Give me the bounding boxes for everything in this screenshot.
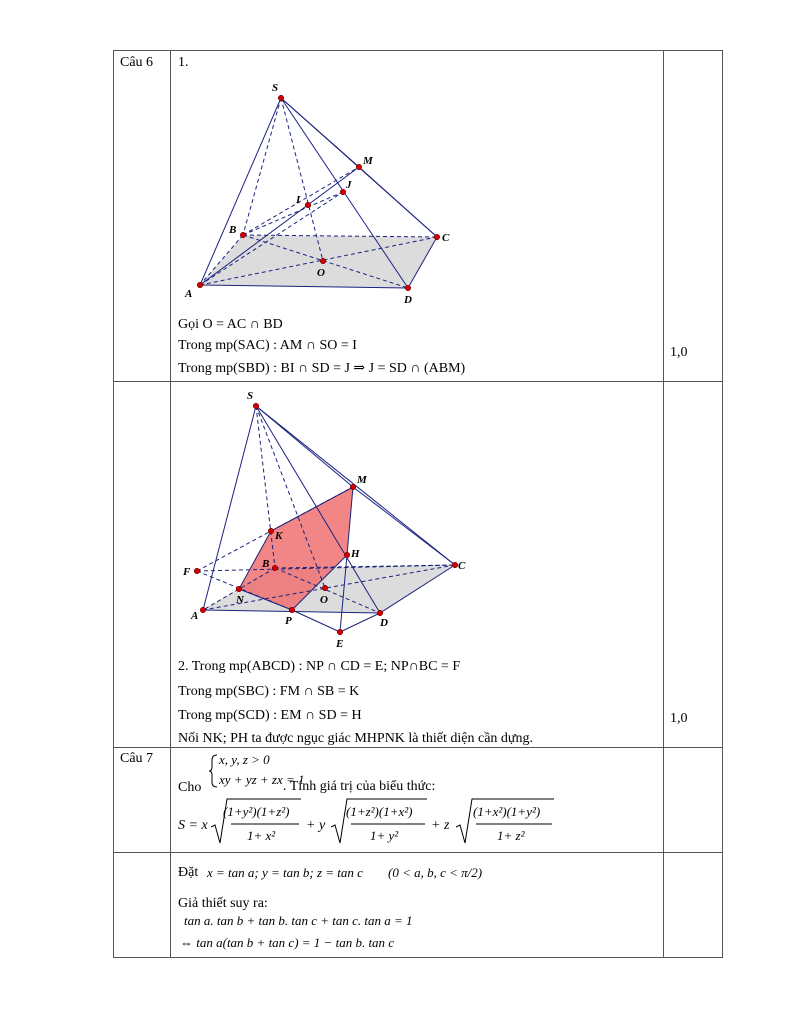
substitution-formula: x = tan a; y = tan b; z = tan c [207, 865, 363, 880]
pyramid-figure-2 [175, 385, 475, 655]
point-label-s: S [247, 390, 254, 402]
table-col-divider-2 [663, 50, 664, 958]
point-label-d: D [380, 617, 388, 629]
term-2-numerator: (1+z²)(1+x²) [346, 804, 413, 819]
row-divider-3 [113, 852, 723, 853]
condition-sum: xy + yz + zx = 1 [219, 772, 305, 787]
point-label-o: O [317, 267, 325, 279]
cho-word: Cho [178, 780, 202, 795]
point-label-m: M [357, 474, 367, 486]
hypothesis-heading: Giả thiết suy ra: [178, 896, 268, 911]
dat-word: Đặt [178, 865, 199, 880]
point-label-e: E [336, 638, 344, 650]
table-border-left [113, 50, 114, 958]
point-label-o: O [320, 594, 328, 606]
point-label-n: N [236, 594, 244, 606]
term-1-numerator: (1+y²)(1+z²) [223, 804, 290, 819]
condition-positive: x, y, z > 0 [219, 752, 270, 767]
solution-line-3: Trong mp(SBD) : BI ∩ SD = J ⇒ J = SD ∩ (ABM) [178, 361, 466, 376]
score-part-2: 1,0 [670, 711, 688, 726]
solution-line-1: Gọi O = AC ∩ BD [178, 317, 283, 332]
point-label-k: K [275, 530, 283, 542]
question-7-label: Câu 7 [120, 751, 154, 766]
hypothesis-equation-2: ⇔ tan a(tan b + tan c) = 1 − tan b. tan c [180, 935, 395, 950]
point-label-c: C [458, 560, 466, 572]
point-label-h: H [351, 548, 360, 560]
task-text: . Tính giá trị của biểu thức: [283, 779, 436, 794]
term-2-denominator: 1+ y² [370, 828, 399, 843]
term-3-denominator: 1+ z² [497, 828, 525, 843]
plus-y: + y [306, 818, 326, 833]
point-label-f: F [183, 566, 191, 578]
table-border-bottom [113, 957, 723, 958]
point-label-d: D [404, 294, 412, 306]
row-divider-1 [113, 381, 723, 382]
expression-s-lhs: S = x [178, 818, 208, 833]
part-1-number: 1. [178, 55, 189, 70]
point-label-c: C [442, 232, 450, 244]
row-divider-2 [113, 747, 723, 748]
point-label-s: S [272, 82, 279, 94]
term-3-numerator: (1+x²)(1+y²) [473, 804, 541, 819]
system-brace-icon [209, 754, 219, 788]
point-label-b: B [262, 558, 270, 570]
point-label-p: P [285, 615, 292, 627]
point-label-a: A [185, 288, 193, 300]
point-label-m: M [363, 155, 373, 167]
table-border-top [113, 50, 723, 51]
table-col-divider-1 [170, 50, 171, 958]
point-label-a: A [191, 610, 199, 622]
angle-range: (0 < a, b, c < π/2) [388, 865, 483, 880]
point-label-j: J [346, 179, 352, 191]
solution-line-6: Trong mp(SCD) : EM ∩ SD = H [178, 708, 362, 723]
score-part-1: 1,0 [670, 345, 688, 360]
hypothesis-equation-1: tan a. tan b + tan b. tan c + tan c. tan a = 1 [184, 913, 413, 928]
point-label-b: B [229, 224, 237, 236]
solution-line-5: Trong mp(SBC) : FM ∩ SB = K [178, 684, 360, 699]
plus-z: + z [431, 818, 450, 833]
pyramid-figure-1 [175, 75, 475, 310]
point-label-i: I [296, 194, 301, 206]
question-6-label: Câu 6 [120, 55, 154, 70]
solution-line-4: 2. Trong mp(ABCD) : NP ∩ CD = E; NP∩BC = F [178, 659, 461, 674]
solution-line-2: Trong mp(SAC) : AM ∩ SO = I [178, 338, 357, 353]
table-border-right [722, 50, 723, 958]
solution-line-7: Nối NK; PH ta được ngục giác MHPNK là thiết diện cần dựng. [178, 731, 534, 746]
term-1-denominator: 1+ x² [247, 828, 276, 843]
